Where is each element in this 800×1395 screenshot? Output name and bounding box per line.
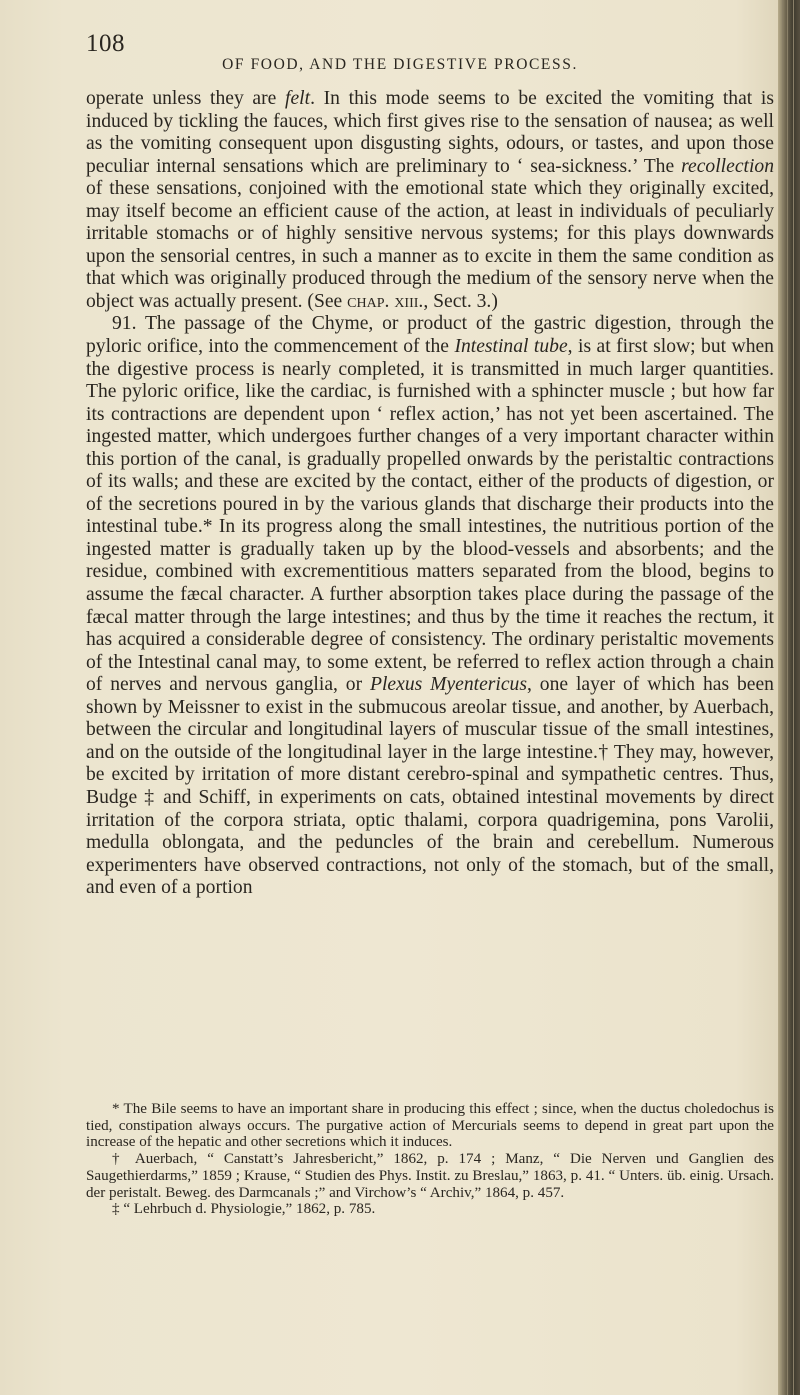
body-text xyxy=(86,88,774,900)
running-title: OF FOOD, AND THE DIGESTIVE PROCESS. xyxy=(222,56,578,73)
text-run: , Sect. 3.) xyxy=(423,290,498,312)
page-edge-shadow xyxy=(778,0,800,1395)
text-run: , is at first slow; but when the digestive process is nearly completed, it is transmitted in much larger quantities. The pyloric orifice, like the cardiac, is furnished with a sphincter muscle ; but how far its contractions are dependent upon ‘ reflex action,’ has not yet been ascertained. The ingested matter, which undergoes further changes of a very important character within this portion of the canal, is gradually propelled onwards by the peristaltic contractions of its walls; and these are excited by the contact, either of the products of digestion, or of the secretions poured in by the various glands that discharge their products into the intestinal tube.* In its progress along the small intestines, the nutritious portion of the ingested matter is gradually taken up by the blood-vessels and absorbents; and the residue, combined with excrementitious matters separated from the blood, begins to assume the fæcal character. A further absorption takes place during the passage of the fæcal matter through the large intestines; and thus by the time it reaches the rectum, it has acquired a considerable degree of consistency. The ordinary peristaltic movements of the Intestinal canal may, to some extent, be referred to reflex action through a chain of nerves and nervous ganglia, or xyxy=(86,336,774,696)
edge-line xyxy=(782,0,783,1395)
emphasis: Plexus Myentericus xyxy=(370,674,527,696)
chapter-ref: chap. xyxy=(347,290,390,312)
footnotes xyxy=(86,1101,774,1218)
emphasis: Intestinal tube xyxy=(454,336,568,358)
footnote-bile: * The Bile seems to have an important share in producing this effect ; since, when the ductus choledochus is tied, constipation always occurs. The purgative action of Mercurials seems to depend in great part upon the increase of the hepatic and other secretions which it induces. xyxy=(86,1101,774,1151)
chapter-number: xiii. xyxy=(394,290,424,312)
text-run: operate unless they are xyxy=(86,88,286,109)
edge-line xyxy=(787,0,788,1395)
text-run: , one layer of which has been shown by Meissner to exist in the submucous areolar tissue, and another, by Auerbach, between the circular and longitudinal layers of muscular tissue of the small intestines, and on the outside of the longitudinal layer in the large intestine.† They may, however, be excited by irritation of more distant cerebro-spinal and sympathetic centres. Thus, Budge ‡ and Schiff, in experiments on cats, obtained intestinal movements by direct irritation of the corpora striata, optic thalami, corpora quadrigemina, pons Varolii, medulla oblongata, and the peduncles of the brain and cerebellum. Numerous experimenters have observed contractions, not only of the stomach, but of the small, and even of a portion xyxy=(86,674,774,899)
emphasis: recollection xyxy=(681,155,774,177)
paragraph-continuation xyxy=(86,88,774,313)
text-run: . In this mode seems to be excited the vomiting that is induced by tickling the fauces, which first gives rise to the sensation of nausea; as well as the vomiting consequent upon disgusting sights, odours, or tastes, and upon those peculiar internal sensations which are preliminary to ‘ sea-sickness.’ The xyxy=(86,88,774,177)
text-run: 91. The passage of the Chyme, or product of the gastric digestion, through the pyloric orifice, into the commencement of the xyxy=(86,313,774,358)
footnote-auerbach: † Auerbach, “ Canstatt’s Jahresbericht,” 1862, p. 174 ; Manz, “ Die Nerven und Ganglien des Saugethierdarms,” 1859 ; Krause, “ Studien des Phys. Instit. zu Breslau,” 1863, p. 41. “ Unters. üb. einig. Ursach. der peristalt. Beweg. des Darmcanals ;” and Virchow’s “ Archiv,” 1864, p. 457. xyxy=(86,1151,774,1201)
paragraph-91 xyxy=(86,313,774,899)
edge-line xyxy=(793,0,794,1395)
page-number: 108 xyxy=(86,30,125,57)
text-run: of these sensations, conjoined with the emotional state which they originally excited, may itself become an efficient cause of the action, at least in individuals of peculiarly irritable stomachs or of highly sensitive nervous systems; for this plays downwards upon the sensorial centres, in such a manner as to excite in them the same condition as that which was originally produced through the medium of the sensory nerve when the object was actually present. (See xyxy=(86,178,774,312)
emphasis: felt xyxy=(285,88,311,109)
footnote-lehrbuch: ‡ “ Lehrbuch d. Physiologie,” 1862, p. 785. xyxy=(112,1201,376,1218)
